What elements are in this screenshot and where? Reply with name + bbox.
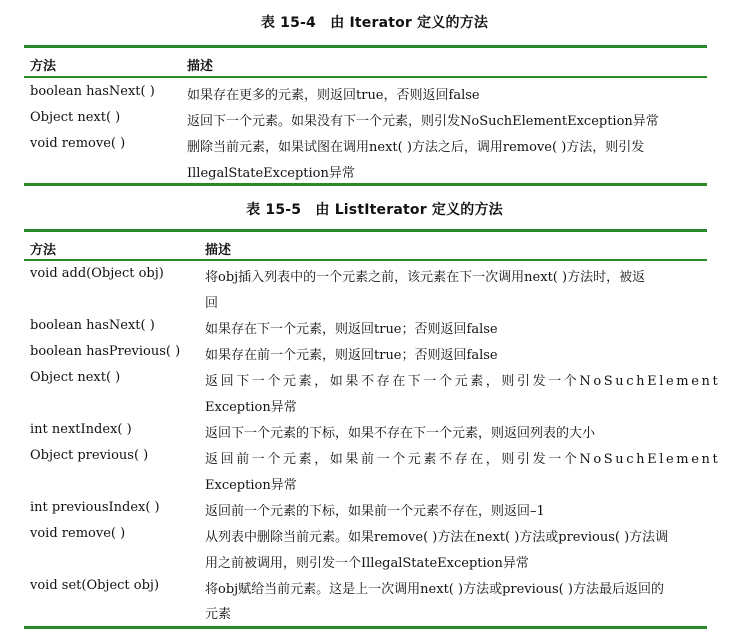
method-name: boolean hasNext( ) [30,84,155,99]
method-description: 从列表中删除当前元素。如果remove( )方法在next( )方法或previous( )方法调 [205,530,669,545]
method-name: boolean hasPrevious( ) [30,344,181,359]
method-name: void remove( ) [30,526,126,541]
table1-header-rule [24,76,707,78]
method-description: 返回前一个元素，如果前一个元素不存在，则引发一个NoSuchElement [205,452,721,467]
method-description: 返回下一个元素，如果不存在下一个元素，则引发一个NoSuchElement [205,374,721,389]
method-name: void remove( ) [30,136,126,151]
method-description-continued: 元素 [205,607,232,622]
method-name: Object next( ) [30,370,121,385]
method-description: 将obj赋给当前元素。这是上一次调用next( )方法或previous( )方法最后返回的 [205,582,664,597]
method-name: void set(Object obj) [30,578,160,593]
method-name: Object next( ) [30,110,121,125]
method-name: Object previous( ) [30,448,149,463]
method-name: int nextIndex( ) [30,422,132,437]
table2-header-rule [24,259,707,261]
table2-bottom-rule [24,626,707,629]
method-description: 返回前一个元素的下标，如果前一个元素不存在，则返回–1 [205,504,545,519]
method-description: 如果存在前一个元素，则返回true；否则返回false [205,348,498,363]
method-description-continued: Exception异常 [205,478,297,493]
method-description-continued: 用之前被调用，则引发一个IllegalStateException异常 [205,556,529,571]
method-description: 删除当前元素，如果试图在调用next( )方法之后，调用remove( )方法，则引发 [187,140,645,155]
method-description: 返回下一个元素。如果没有下一个元素，则引发NoSuchElementException异常 [187,114,659,129]
method-description-continued: 回 [205,296,219,311]
table1-header-description: 描述 [187,59,214,74]
method-description: 如果存在下一个元素，则返回true；否则返回false [205,322,498,337]
table2-header-method: 方法 [30,243,57,258]
table1-caption: 表 15-4 由 Iterator 定义的方法 [260,15,489,31]
table2-header-description: 描述 [205,243,232,258]
method-description-continued: IllegalStateException异常 [187,166,355,181]
method-description-continued: Exception异常 [205,400,297,415]
method-description: 返回下一个元素的下标，如果不存在下一个元素，则返回列表的大小 [205,426,596,441]
method-name: int previousIndex( ) [30,500,160,515]
method-name: boolean hasNext( ) [30,318,155,333]
table1-top-rule [24,45,707,48]
method-description: 如果存在更多的元素，则返回true，否则返回false [187,88,480,103]
table2-caption: 表 15-5 由 ListIterator 定义的方法 [246,202,503,218]
method-name: void add(Object obj) [30,266,164,281]
method-description: 将obj插入列表中的一个元素之前，该元素在下一次调用next( )方法时，被返 [205,270,646,285]
table1-bottom-rule [24,183,707,186]
table2-top-rule [24,229,707,232]
table1-header-method: 方法 [30,59,57,74]
